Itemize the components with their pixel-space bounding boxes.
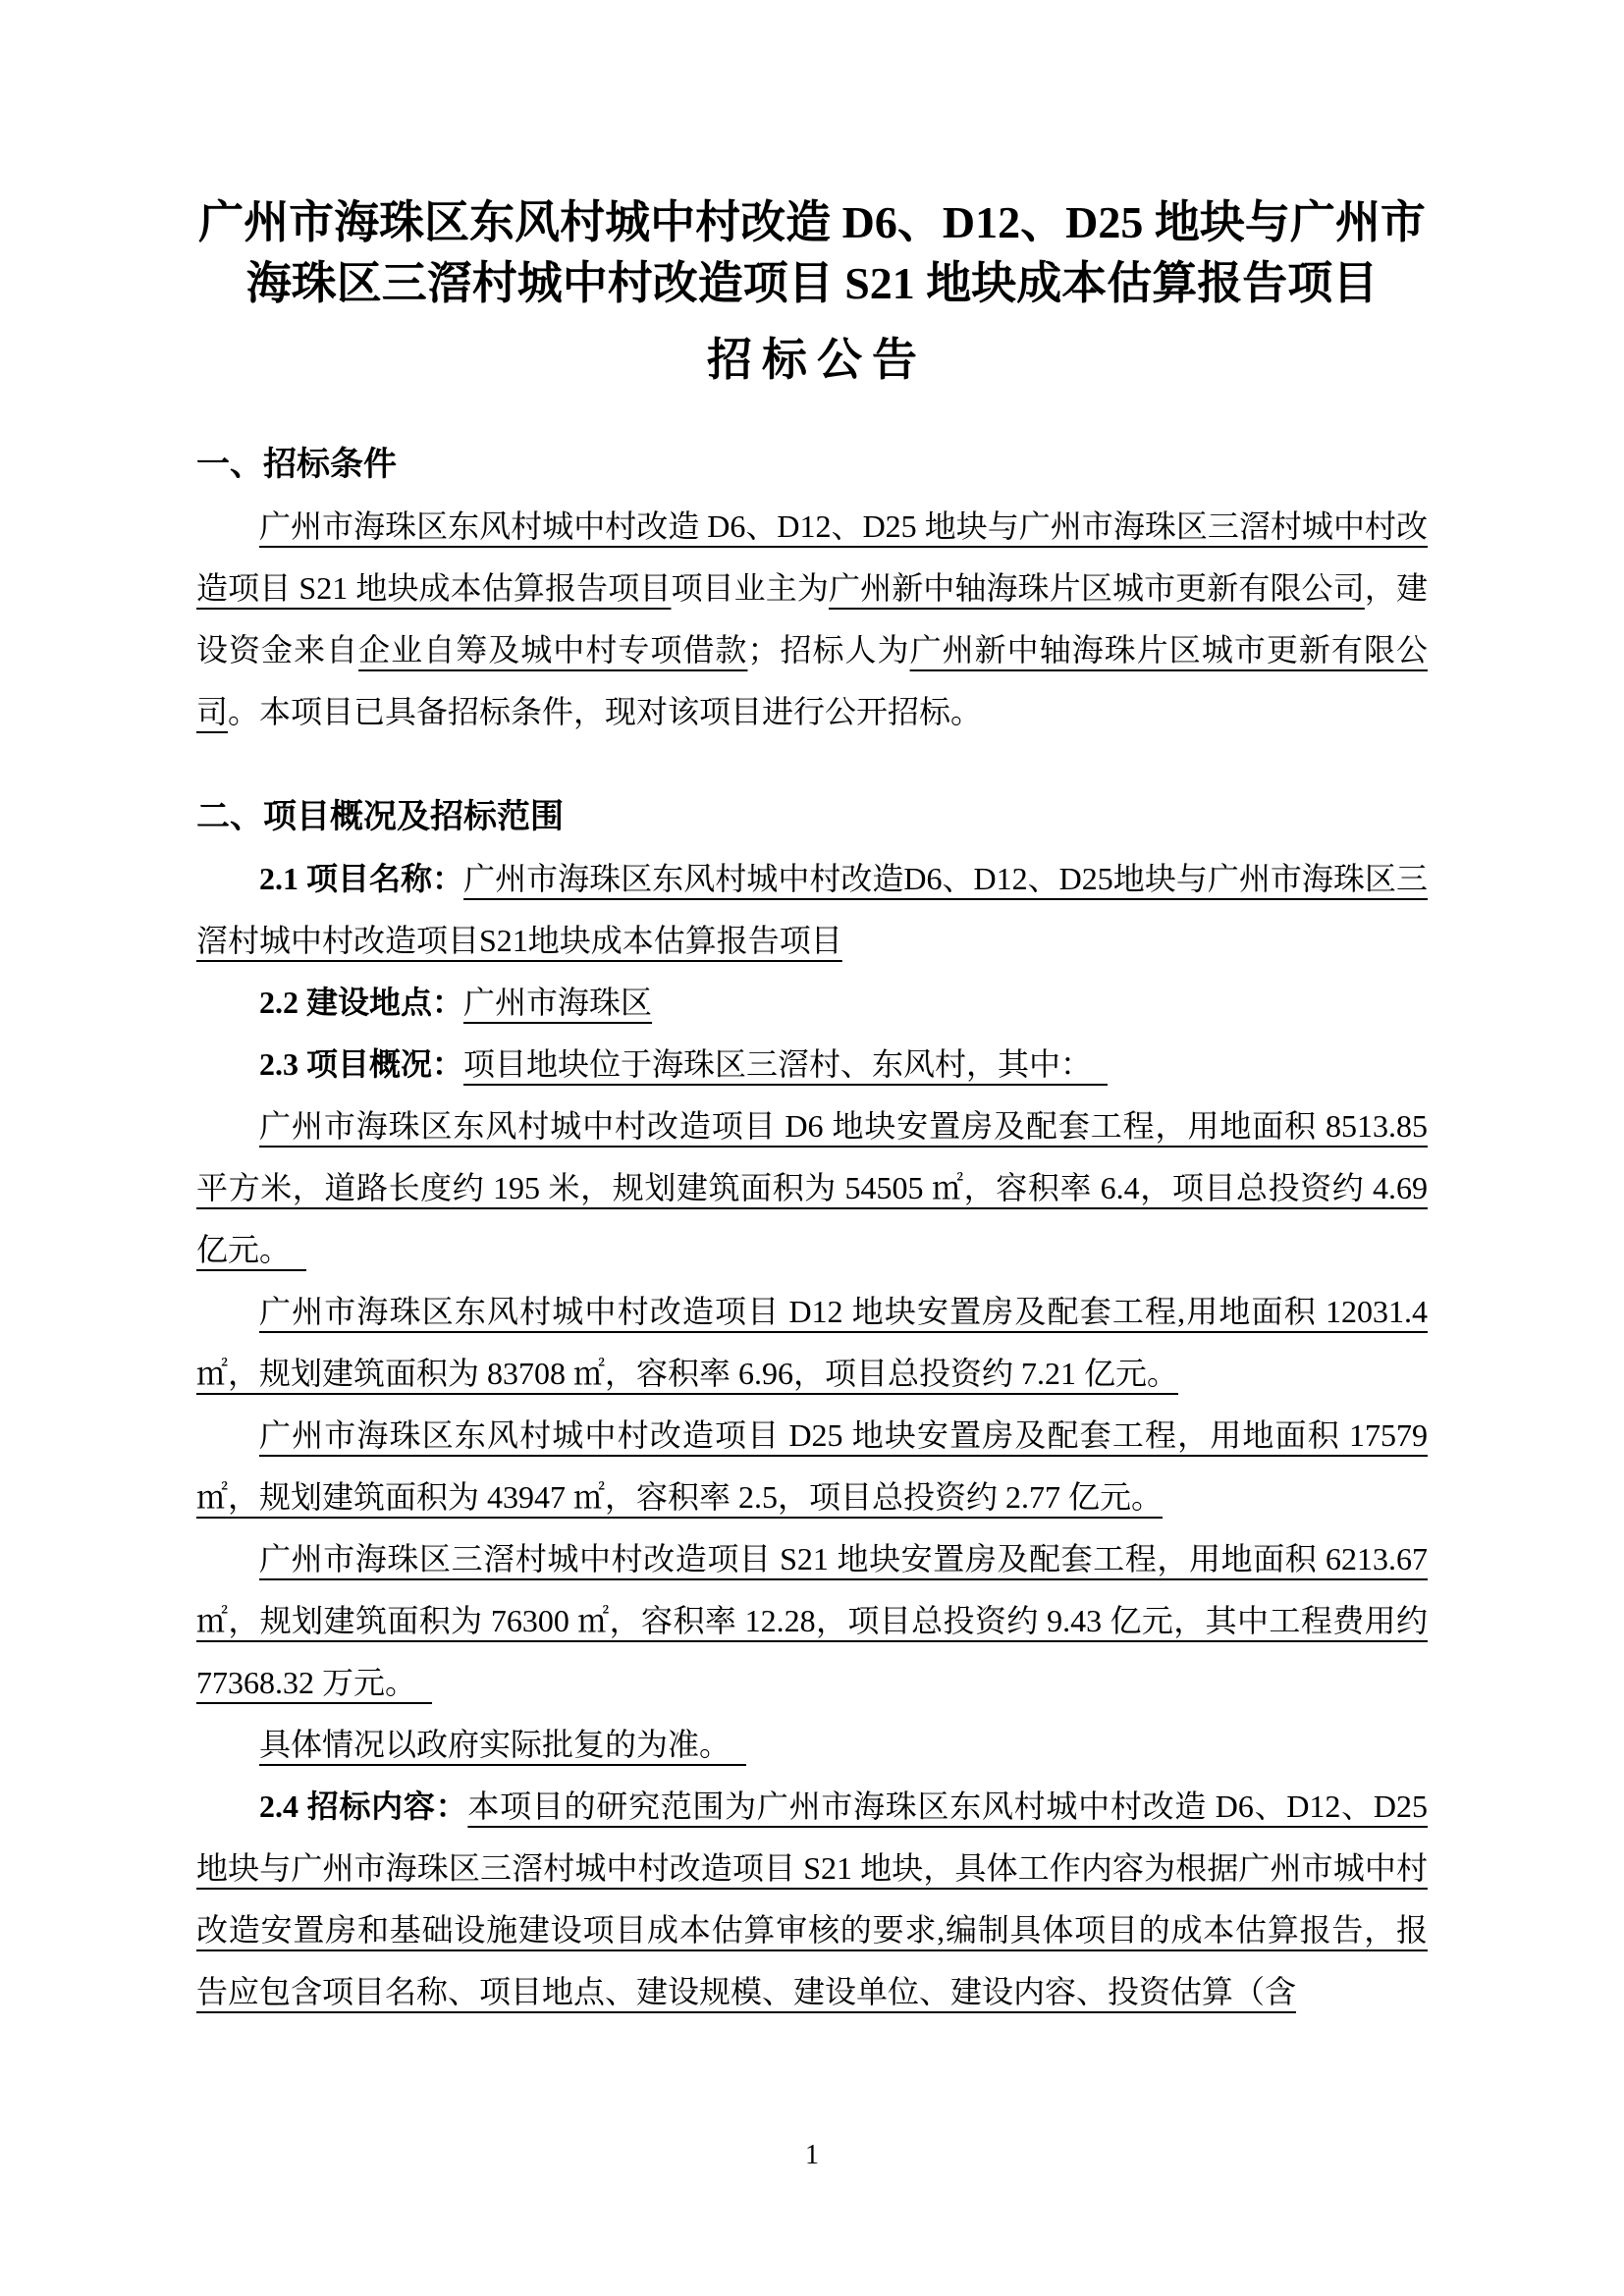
paragraph [196,1528,1428,1714]
text-segment: 项目地块位于海珠区三滘村、东风村，其中： [463,1046,1109,1082]
page-number: 1 [805,2140,819,2170]
text-segment: 2.2 建设地点： [259,985,464,1020]
text-segment: 一、招标条件 [196,447,397,483]
paragraph [196,1405,1428,1528]
text-segment: 广州市海珠区东风村城中村改造项目 D6 地块安置房及配套工程，用地面积 8513.85 平方米，道路长度约 195 米，规划建筑面积为 54505 ㎡，容积率 6.4，项目总投资约 4.69 亿元。 [196,1108,1428,1267]
paragraph [196,1776,1428,2023]
document-title-line1: 广州市海珠区东风村城中村改造 D6、D12、D25 地块与广州市 [198,197,1426,247]
text-segment: 广州市海珠区东风村城中村改造D6、D12、D25地块与广州市海珠区三滘村城中村改造项目S21地块成本估算报告项目 [196,861,1428,958]
text-segment: 2.4 招标内容： [259,1789,468,1824]
document-title-line2: 海珠区三滘村城中村改造项目 S21 地块成本估算报告项目 [245,258,1379,308]
paragraph [196,1034,1428,1095]
paragraph [196,1095,1428,1281]
text-segment: 广州新中轴海珠片区城市更新有限公司 [828,570,1365,606]
text-segment: 项目业主为 [671,570,829,606]
paragraph [196,1281,1428,1405]
section-heading [196,786,1428,848]
text-segment: 广州市海珠区东风村城中村改造 D6、D12、D25 地块与广州市海珠区三滘村城中村改造项目 S21 地块成本估算报告项目 [196,508,1428,606]
paragraph [196,1714,1428,1776]
text-segment: 广州新中轴海珠片区城市更新有限公司 [196,632,1428,729]
text-segment: 2.1 项目名称： [259,861,464,896]
text-segment: 二、项目概况及招标范围 [196,799,564,835]
document-title [196,192,1428,314]
text-segment: 具体情况以政府实际批复的为准。 [259,1727,747,1762]
text-segment: 企业自筹及城中村专项借款 [358,632,748,667]
paragraph [196,496,1428,743]
text-segment: 2.3 项目概况： [259,1046,464,1082]
document-subtitle: 招标公告 [707,335,927,385]
paragraph [196,848,1428,972]
text-segment: 。本项目已具备招标条件，现对该项目进行公开招标。 [228,694,983,729]
document-body [196,434,1428,2023]
section-heading [196,434,1428,496]
text-segment: 广州市海珠区 [463,985,653,1020]
text-segment: 本项目的研究范围为广州市海珠区东风村城中村改造 D6、D12、D25 地块与广州市海珠区三滘村城中村改造项目 S21 地块，具体工作内容为根据广州市城中村改造安置房和基础设施建设项目成本估算审核的要求,编制具体项目的成本估算报告，报告应包含项目名称、项目地点、建设规模、建设单位、建设内容、投资估算（含 [196,1789,1428,2009]
text-segment: 广州市海珠区三滘村城中村改造项目 S21 地块安置房及配套工程，用地面积 6213.67 ㎡，规划建筑面积为 76300 ㎡，容积率 12.28，项目总投资约 9.43 亿元，其中工程费用约 77368.32 万元。 [196,1541,1428,1700]
text-segment: ；招标人为 [747,632,910,667]
text-segment: 广州市海珠区东风村城中村改造项目 D25 地块安置房及配套工程，用地面积 17579 ㎡，规划建筑面积为 43947 ㎡，容积率 2.5，项目总投资约 2.77 亿元。 [196,1417,1428,1515]
text-segment: ，建设资金来自 [196,570,1428,667]
text-segment: 广州市海珠区东风村城中村改造项目 D12 地块安置房及配套工程,用地面积 12031.4 ㎡，规划建筑面积为 83708 ㎡，容积率 6.96，项目总投资约 7.21 亿元。 [196,1294,1428,1391]
paragraph [196,972,1428,1034]
